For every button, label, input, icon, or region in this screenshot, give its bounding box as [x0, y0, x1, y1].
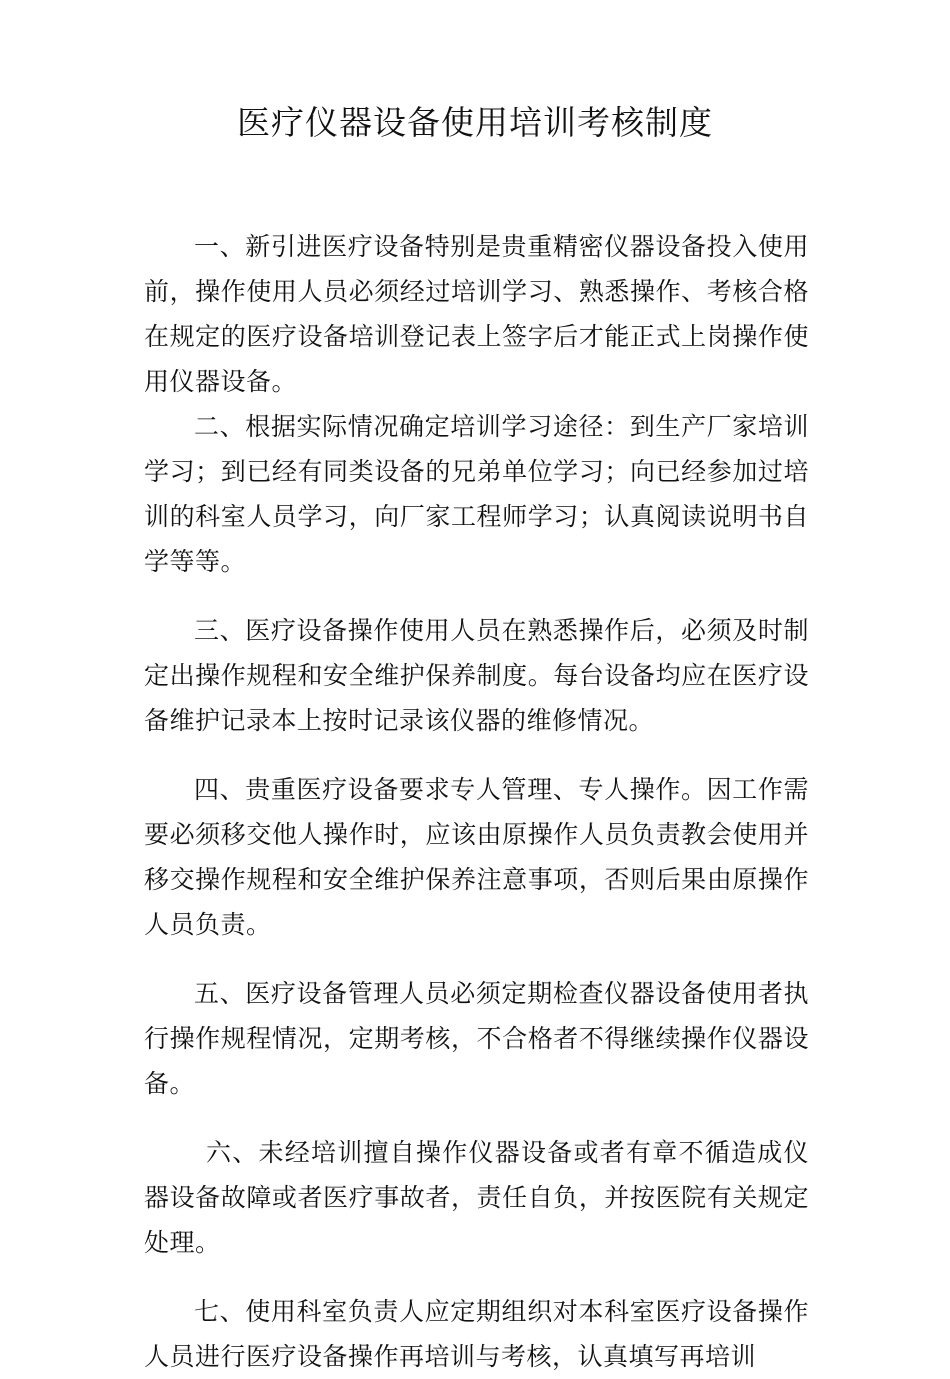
- paragraph-5: 五、医疗设备管理人员必须定期检查仪器设备使用者执行操作规程情况，定期考核，不合格者不得继续操作仪器设备。: [144, 979, 809, 1098]
- paragraph-4: 四、贵重医疗设备要求专人管理、专人操作。因工作需要必须移交他人操作时，应该由原操作人员负责教会使用并移交操作规程和安全维护保养注意事项，否则后果由原操作人员负责。: [144, 775, 809, 939]
- paragraph-7: 七、使用科室负责人应定期组织对本科室医疗设备操作人员进行医疗设备操作再培训与考核，认真填写再培训: [144, 1297, 809, 1371]
- paragraph-6: 六、未经培训擅自操作仪器设备或者有章不循造成仪器设备故障或者医疗事故者，责任自负，并按医院有关规定处理。: [144, 1138, 809, 1257]
- paragraph-1: 一、新引进医疗设备特别是贵重精密仪器设备投入使用前，操作使用人员必须经过培训学习、熟悉操作、考核合格在规定的医疗设备培训登记表上签字后才能正式上岗操作使用仪器设备。: [144, 232, 809, 396]
- paragraph-3: 三、医疗设备操作使用人员在熟悉操作后，必须及时制定出操作规程和安全维护保养制度。每台设备均应在医疗设备维护记录本上按时记录该仪器的维修情况。: [144, 616, 809, 735]
- document-title: 医疗仪器设备使用培训考核制度: [237, 103, 713, 142]
- document-body: [144, 224, 809, 1379]
- paragraph-2: 二、根据实际情况确定培训学习途径：到生产厂家培训学习；到已经有同类设备的兄弟单位学习；向已经参加过培训的科室人员学习，向厂家工程师学习；认真阅读说明书自学等等。: [144, 412, 809, 576]
